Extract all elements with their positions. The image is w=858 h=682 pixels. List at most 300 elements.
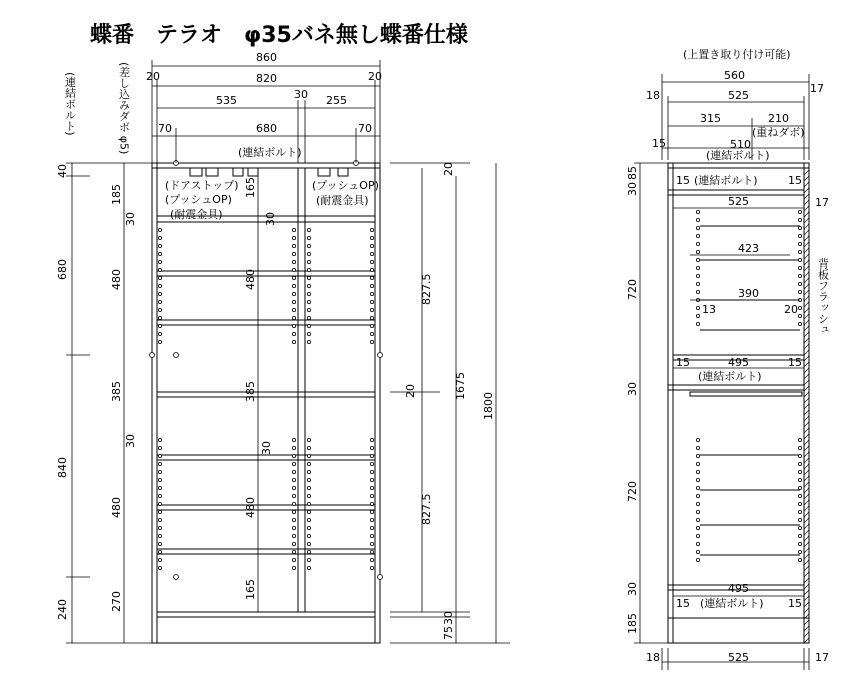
pin-hole: [292, 542, 295, 545]
pin-hole: [370, 340, 373, 343]
pin-hole: [378, 575, 383, 580]
pin-hole: [798, 454, 801, 457]
pin-hole: [307, 316, 310, 319]
pin-hole: [798, 314, 801, 317]
pin-hole: [696, 258, 699, 261]
pin-hole: [158, 300, 161, 303]
pin-hole: [798, 210, 801, 213]
hatch-line: [804, 410, 809, 415]
hatch-line: [804, 548, 809, 553]
pin-hole: [370, 454, 373, 457]
pin-hole: [292, 486, 295, 489]
side-dim-18-bottom: 18: [646, 651, 660, 664]
pin-hole: [696, 462, 699, 465]
pin-hole: [378, 353, 383, 358]
pin-hole: [158, 438, 161, 441]
side-dim-525-bottom: 525: [728, 651, 749, 664]
side-dim-17: 17: [815, 196, 829, 209]
pin-hole: [292, 478, 295, 481]
hatch-line: [804, 530, 809, 535]
side-dim-30-b: 30: [626, 382, 639, 396]
pin-hole: [798, 218, 801, 221]
pin-hole: [158, 550, 161, 553]
pin-hole: [798, 290, 801, 293]
pin-hole: [798, 250, 801, 253]
pin-hole: [370, 478, 373, 481]
pin-hole: [292, 300, 295, 303]
hatch-line: [804, 290, 809, 295]
label-side-bolt-top: (連結ボルト): [706, 149, 770, 162]
hatch-line: [804, 536, 809, 541]
hatch-line: [804, 422, 809, 427]
pin-hole: [798, 470, 801, 473]
pin-hole: [158, 542, 161, 545]
hatch-line: [804, 212, 809, 217]
hatch-line: [804, 494, 809, 499]
dim-860: 860: [256, 51, 277, 64]
pin-hole: [307, 260, 310, 263]
side-dim-30-a: 30: [626, 182, 639, 196]
label-bolt-vertical: (連結ボルト): [63, 72, 77, 136]
pin-hole: [696, 446, 699, 449]
hatch-line: [804, 362, 809, 367]
pin-hole: [307, 470, 310, 473]
pin-hole: [696, 494, 699, 497]
hatch-line: [804, 632, 809, 637]
pin-hole: [370, 284, 373, 287]
pin-hole: [292, 308, 295, 311]
dim-30-d: 30: [260, 441, 273, 455]
dim-70-left: 70: [158, 122, 172, 135]
hatch-line: [804, 620, 809, 625]
pin-hole: [798, 526, 801, 529]
side-dim-510: 510: [730, 138, 751, 151]
hatch-line: [804, 266, 809, 271]
pin-hole: [370, 268, 373, 271]
pin-hole: [158, 558, 161, 561]
hatch-line: [804, 284, 809, 289]
pin-hole: [307, 446, 310, 449]
pin-hole: [798, 282, 801, 285]
hatch-line: [804, 626, 809, 631]
hatch-line: [804, 638, 809, 643]
pin-hole: [370, 316, 373, 319]
side-dim-720-b: 720: [626, 481, 639, 502]
hatch-line: [804, 608, 809, 613]
pin-hole: [158, 446, 161, 449]
dim-20-top: 20: [442, 162, 455, 176]
pin-hole: [696, 290, 699, 293]
pin-hole: [307, 332, 310, 335]
pin-hole: [696, 218, 699, 221]
pin-hole: [696, 542, 699, 545]
side-dim-495a: 495: [728, 356, 749, 369]
pin-hole: [370, 236, 373, 239]
hatch-line: [804, 392, 809, 397]
pin-hole: [798, 274, 801, 277]
hatch-line: [804, 500, 809, 505]
pin-hole: [696, 274, 699, 277]
hatch-line: [804, 590, 809, 595]
pin-hole: [370, 244, 373, 247]
pin-hole: [292, 446, 295, 449]
hatch-line: [804, 386, 809, 391]
side-dim-560: 560: [724, 69, 745, 82]
hatch-line: [804, 278, 809, 283]
dim-70-right: 70: [358, 122, 372, 135]
pin-hole: [370, 526, 373, 529]
hatch-line: [804, 338, 809, 343]
pin-hole: [307, 494, 310, 497]
pin-hole: [307, 478, 310, 481]
pin-hole: [292, 518, 295, 521]
hatch-line: [804, 200, 809, 205]
pin-hole: [370, 324, 373, 327]
hatch-line: [804, 560, 809, 565]
pin-hole: [307, 542, 310, 545]
hatch-line: [804, 326, 809, 331]
hatch-line: [804, 176, 809, 181]
pin-hole: [370, 446, 373, 449]
label-dowel-vertical: (差し込みダボ φ5): [117, 62, 131, 155]
pin-hole: [370, 260, 373, 263]
side-dim-15a: 15: [676, 174, 690, 187]
pin-hole: [307, 558, 310, 561]
dim-680: 680: [256, 122, 277, 135]
side-dim-423: 423: [738, 242, 759, 255]
pin-hole: [696, 518, 699, 521]
pin-hole: [696, 454, 699, 457]
hatch-line: [804, 242, 809, 247]
pin-hole: [370, 292, 373, 295]
pin-hole: [174, 575, 179, 580]
pin-hole: [307, 438, 310, 441]
hatch-line: [804, 572, 809, 577]
label-overlap-dowel: (重ねダボ): [752, 126, 805, 139]
hatch-line: [804, 506, 809, 511]
pin-hole: [307, 244, 310, 247]
pin-hole: [158, 284, 161, 287]
pin-hole: [292, 454, 295, 457]
pin-hole: [370, 494, 373, 497]
hatch-line: [804, 182, 809, 187]
side-dim-720-a: 720: [626, 279, 639, 300]
pin-hole: [307, 502, 310, 505]
side-dim-30-c: 30: [626, 582, 639, 596]
front-shelves: [157, 216, 375, 617]
hatch-line: [804, 602, 809, 607]
front-cabinet-outline: [152, 163, 380, 643]
pin-hole: [158, 276, 161, 279]
pin-hole: [370, 438, 373, 441]
label-quake-right: (耐震金具): [316, 194, 369, 207]
pin-hole: [798, 486, 801, 489]
hatch-line: [804, 206, 809, 211]
side-dim-15c: 15: [676, 356, 690, 369]
pin-hole: [307, 308, 310, 311]
front-view: [152, 163, 380, 643]
pin-hole: [292, 332, 295, 335]
side-left-dims: [634, 163, 668, 643]
hatch-line: [804, 344, 809, 349]
pin-hole: [158, 236, 161, 239]
pin-hole: [158, 244, 161, 247]
side-dim-390: 390: [738, 287, 759, 300]
pin-hole: [158, 510, 161, 513]
hatch-line: [804, 188, 809, 193]
dim-1675: 1675: [454, 372, 467, 400]
hatch-line: [804, 416, 809, 421]
pin-hole: [158, 502, 161, 505]
pin-hole: [696, 526, 699, 529]
hatch-line: [804, 584, 809, 589]
dim-30-a: 30: [124, 212, 137, 226]
label-push-op-right: (プッシュOP): [312, 179, 379, 192]
pin-hole: [370, 252, 373, 255]
hatch-line: [804, 440, 809, 445]
dim-30-b: 30: [124, 434, 137, 448]
dim-165-bottom: 165: [244, 579, 257, 600]
pin-hole: [370, 518, 373, 521]
pin-hole: [307, 236, 310, 239]
drawing-subtitle: (上置き取り付け可能): [683, 48, 791, 61]
pin-hole: [292, 438, 295, 441]
hatch-line: [804, 554, 809, 559]
hatch-line: [804, 434, 809, 439]
dim-left-20: 20: [146, 70, 160, 83]
hatch-line: [804, 518, 809, 523]
pin-hole: [696, 250, 699, 253]
hatch-line: [804, 488, 809, 493]
pin-hole: [292, 292, 295, 295]
side-cabinet-outline: [668, 163, 809, 643]
side-dim-185: 185: [626, 613, 639, 634]
pin-hole: [292, 236, 295, 239]
pin-hole: [158, 316, 161, 319]
pin-hole: [292, 470, 295, 473]
dim-255: 255: [326, 94, 347, 107]
pin-hole: [158, 268, 161, 271]
pin-hole: [307, 252, 310, 255]
hatch-line: [804, 524, 809, 529]
pin-hole: [158, 478, 161, 481]
side-dim-15d: 15: [788, 356, 802, 369]
pin-hole: [292, 316, 295, 319]
pin-hole: [158, 252, 161, 255]
pin-hole: [158, 526, 161, 529]
pin-hole: [158, 486, 161, 489]
hatch-line: [804, 404, 809, 409]
pin-hole: [158, 494, 161, 497]
pin-hole: [158, 462, 161, 465]
side-dim-15f: 15: [788, 597, 802, 610]
pin-hole: [696, 510, 699, 513]
pin-hole: [798, 502, 801, 505]
pin-hole: [696, 242, 699, 245]
pin-hole: [696, 234, 699, 237]
pin-hole: [158, 470, 161, 473]
pin-hole: [158, 566, 161, 569]
pin-hole: [307, 462, 310, 465]
hatch-line: [804, 260, 809, 265]
pin-hole: [696, 558, 699, 561]
pin-hole: [292, 462, 295, 465]
dim-right-20: 20: [368, 70, 382, 83]
pin-hole: [696, 486, 699, 489]
pin-hole: [307, 454, 310, 457]
hatch-line: [804, 368, 809, 373]
pin-hole: [696, 534, 699, 537]
pin-hole: [292, 252, 295, 255]
pin-hole: [696, 210, 699, 213]
hatch-line: [804, 446, 809, 451]
side-dim-17-top: 17: [810, 82, 824, 95]
dim-827-5-b: 827.5: [420, 493, 433, 525]
pin-hole: [307, 324, 310, 327]
pin-hole: [798, 306, 801, 309]
hatch-line: [804, 332, 809, 337]
hatch-line: [804, 308, 809, 313]
pin-hole: [158, 308, 161, 311]
pin-hole: [292, 260, 295, 263]
dim-820: 820: [256, 72, 277, 85]
pin-hole: [307, 566, 310, 569]
pin-hole: [307, 510, 310, 513]
pin-hole: [370, 332, 373, 335]
side-shelf-pin-holes: [696, 210, 801, 561]
pin-hole: [696, 226, 699, 229]
pin-hole: [292, 502, 295, 505]
side-view: [668, 163, 809, 643]
pin-hole: [158, 260, 161, 263]
label-door-stop: (ドアストップ): [165, 179, 239, 192]
pin-hole: [150, 353, 155, 358]
pin-hole: [292, 268, 295, 271]
pin-hole: [307, 340, 310, 343]
dim-385-b: 385: [244, 381, 257, 402]
side-dim-13: 13: [702, 303, 716, 316]
pin-hole: [370, 308, 373, 311]
pin-hole: [158, 340, 161, 343]
pin-hole: [307, 534, 310, 537]
pin-hole: [696, 322, 699, 325]
hatch-line: [804, 320, 809, 325]
hatch-line: [804, 458, 809, 463]
pin-hole: [798, 510, 801, 513]
pin-hole: [798, 242, 801, 245]
pin-hole: [798, 226, 801, 229]
pin-hole: [292, 558, 295, 561]
hatch-line: [804, 254, 809, 259]
drawing-title: 蝶番 テラオ φ35バネ無し蝶番仕様: [90, 23, 468, 48]
hatch-line: [804, 380, 809, 385]
pin-hole: [798, 438, 801, 441]
hatch-line: [804, 272, 809, 277]
pin-hole: [370, 510, 373, 513]
dim-480-a: 480: [110, 269, 123, 290]
hatch-line: [804, 566, 809, 571]
pin-hole: [307, 526, 310, 529]
hatch-line: [804, 302, 809, 307]
pin-hole: [798, 550, 801, 553]
pin-hole: [696, 502, 699, 505]
pin-hole: [370, 502, 373, 505]
pin-hole: [696, 282, 699, 285]
dim-30-c: 30: [264, 212, 277, 226]
dim-40: 40: [56, 164, 69, 178]
hatch-line: [804, 578, 809, 583]
pin-hole: [370, 558, 373, 561]
label-back-panel: 背板フラッシュ: [816, 258, 830, 335]
hatch-line: [804, 470, 809, 475]
pin-hole: [158, 534, 161, 537]
pin-hole: [158, 324, 161, 327]
pin-hole: [370, 542, 373, 545]
hatch-line: [804, 356, 809, 361]
dim-385-a: 385: [110, 381, 123, 402]
dim-535: 535: [216, 94, 237, 107]
dim-480-d: 480: [244, 497, 257, 518]
dim-480-c: 480: [244, 269, 257, 290]
pin-hole: [158, 518, 161, 521]
pin-hole: [307, 284, 310, 287]
pin-hole: [696, 438, 699, 441]
dim-240: 240: [56, 599, 69, 620]
pin-hole: [696, 306, 699, 309]
pin-hole: [292, 244, 295, 247]
pin-hole: [798, 322, 801, 325]
pin-hole: [370, 228, 373, 231]
dim-1800: 1800: [482, 392, 495, 420]
hatch-line: [804, 464, 809, 469]
pin-hole: [292, 534, 295, 537]
pin-hole: [696, 266, 699, 269]
label-quake-left: (耐震金具): [170, 208, 223, 221]
label-side-bolt-1: (連結ボルト): [694, 174, 758, 187]
label-side-bolt-2: (連結ボルト): [698, 370, 762, 383]
pin-hole: [158, 454, 161, 457]
pin-hole: [370, 566, 373, 569]
dim-270: 270: [110, 591, 123, 612]
hatch-line: [804, 248, 809, 253]
pin-hole: [798, 494, 801, 497]
label-push-op-left: (プッシュOP): [165, 193, 232, 206]
hatch-line: [804, 452, 809, 457]
pin-hole: [307, 300, 310, 303]
hatch-line: [804, 230, 809, 235]
hatch-line: [804, 482, 809, 487]
pin-hole: [174, 353, 179, 358]
pin-hole: [370, 534, 373, 537]
pin-hole: [292, 228, 295, 231]
hatch-line: [804, 314, 809, 319]
pin-hole: [696, 470, 699, 473]
pin-hole: [798, 462, 801, 465]
side-dim-315: 315: [700, 112, 721, 125]
side-dim-20: 20: [784, 303, 798, 316]
pin-hole: [696, 478, 699, 481]
pin-hole: [292, 340, 295, 343]
pin-hole: [798, 478, 801, 481]
hatch-line: [804, 194, 809, 199]
pin-hole: [696, 314, 699, 317]
label-side-bolt-3: (連結ボルト): [700, 597, 764, 610]
dim-680-v: 680: [56, 259, 69, 280]
pin-hole: [307, 276, 310, 279]
pin-hole: [370, 462, 373, 465]
pin-hole: [292, 526, 295, 529]
pin-hole: [370, 470, 373, 473]
